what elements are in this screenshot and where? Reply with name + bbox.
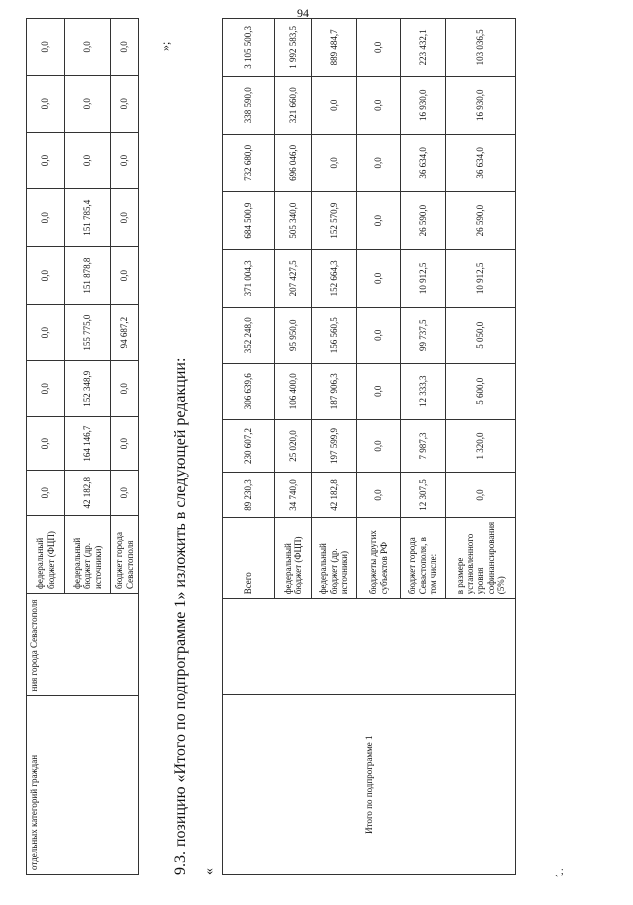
table-cell: 155 775,0 <box>65 305 111 361</box>
table-cell: 16 930,0 <box>401 76 446 134</box>
table-cell: 230 607,2 <box>223 419 275 472</box>
table-cell: 321 660,0 <box>275 76 312 134</box>
table-cell: 889 484,7 <box>312 19 357 77</box>
funding-source: бюджет города Севастополя <box>111 515 139 593</box>
table-cell: 0,0 <box>312 76 357 134</box>
table-cell: 0,0 <box>65 132 111 189</box>
category-label: отдельных категорий граждан <box>27 696 139 875</box>
table-cell: 152 348,9 <box>65 361 111 417</box>
table-cell: 0,0 <box>357 19 401 77</box>
table-row <box>27 19 65 875</box>
table-cell: 42 182,8 <box>65 470 111 515</box>
table-cell: 0,0 <box>65 19 111 76</box>
table-cell: 151 878,8 <box>65 247 111 305</box>
funding-source: федеральный бюджет (ФЦП) <box>27 515 65 593</box>
funding-source: федеральный бюджет (ФЦП) <box>275 517 312 598</box>
table-cell: 0,0 <box>111 417 139 471</box>
table-cell: 0,0 <box>357 363 401 419</box>
table-cell: 0,0 <box>27 132 65 189</box>
page-number: 94 <box>297 6 309 20</box>
table-cell: 103 036,5 <box>446 19 516 77</box>
table-cell: 152 664,3 <box>312 250 357 308</box>
table-cell: 0,0 <box>27 305 65 361</box>
table-cell: 197 599,9 <box>312 419 357 472</box>
table-cell: 106 400,0 <box>275 363 312 419</box>
table-cell: 0,0 <box>111 247 139 305</box>
table-cell: 34 740,0 <box>275 473 312 518</box>
rotated-page-content <box>26 18 606 875</box>
table-cell: 95 950,0 <box>275 307 312 363</box>
table-cell: 36 634,0 <box>401 134 446 192</box>
funding-source: бюджеты других субъектов РФ <box>357 517 401 598</box>
table-cell: 0,0 <box>357 134 401 192</box>
table-cell: 505 340,0 <box>275 192 312 250</box>
table-cell: 0,0 <box>27 361 65 417</box>
stray-mark: ˎ ; <box>555 866 564 877</box>
table-cell: 3 105 500,3 <box>223 19 275 77</box>
table-cell: 0,0 <box>357 250 401 308</box>
table-cell: 0,0 <box>27 189 65 247</box>
table-cell: 0,0 <box>27 19 65 76</box>
table-row <box>223 19 275 875</box>
table-cell: 0,0 <box>357 307 401 363</box>
table-cell: 0,0 <box>111 19 139 76</box>
table-cell: 26 590,0 <box>446 192 516 250</box>
table-cell: 0,0 <box>27 247 65 305</box>
table-cell: 732 680,0 <box>223 134 275 192</box>
table-cell: 352 248,0 <box>223 307 275 363</box>
table-cell: 0,0 <box>111 189 139 247</box>
funding-source: федеральный бюджет (др. источники) <box>312 517 357 598</box>
section-heading: 9.3. позицию «Итого по подпрограмме 1» изложить в следующей редакции: <box>172 357 189 875</box>
table-cell: 99 737,5 <box>401 307 446 363</box>
table-cell: 42 182,8 <box>312 473 357 518</box>
table-cell: 12 307,5 <box>401 473 446 518</box>
table-cell: 0,0 <box>27 417 65 471</box>
table-cell: 26 590,0 <box>401 192 446 250</box>
table-cell: 151 785,4 <box>65 189 111 247</box>
table-cell: 0,0 <box>65 75 111 132</box>
funding-source: федеральный бюджет (др. источники) <box>65 515 111 593</box>
table-cell: 306 639,6 <box>223 363 275 419</box>
table-cell: 0,0 <box>111 75 139 132</box>
funding-source: в размере установленного уровня софинансирования (5%) <box>446 517 516 598</box>
table-cell: 0,0 <box>357 419 401 472</box>
table-cell: 696 046,0 <box>275 134 312 192</box>
table-cell: 338 590,0 <box>223 76 275 134</box>
table-cell: 0,0 <box>446 473 516 518</box>
funding-source: бюджет города Севастополя, в том числе: <box>401 517 446 598</box>
table-cell: 156 560,5 <box>312 307 357 363</box>
table-cell: 0,0 <box>111 132 139 189</box>
table-cell: 0,0 <box>27 75 65 132</box>
table-cell: 0,0 <box>357 76 401 134</box>
table-cell: 223 432,1 <box>401 19 446 77</box>
responsible-cell <box>223 599 516 695</box>
table-cell: 0,0 <box>357 192 401 250</box>
table-cell: 0,0 <box>111 470 139 515</box>
table-cell: 5 600,0 <box>446 363 516 419</box>
opening-quote: « <box>202 868 217 875</box>
table-cell: 164 146,7 <box>65 417 111 471</box>
continuation-table <box>26 18 139 875</box>
table-cell: 0,0 <box>27 470 65 515</box>
table-cell: 89 230,3 <box>223 473 275 518</box>
table-cell: 684 500,9 <box>223 192 275 250</box>
table-cell: 0,0 <box>357 473 401 518</box>
table-cell: 94 687,2 <box>111 305 139 361</box>
table-cell: 1 992 583,5 <box>275 19 312 77</box>
closing-quote: »; <box>158 41 172 51</box>
table-cell: 7 987,3 <box>401 419 446 472</box>
table-cell: 187 906,3 <box>312 363 357 419</box>
table-cell: 0,0 <box>312 134 357 192</box>
table-cell: 1 320,0 <box>446 419 516 472</box>
subprogram-name: Итого по подпрограмме 1 <box>223 695 516 875</box>
subprogram-total-table <box>222 18 516 875</box>
table-cell: 0,0 <box>111 361 139 417</box>
funding-source: Всего <box>223 517 275 598</box>
table-cell: 207 427,5 <box>275 250 312 308</box>
responsible-label: ния города Севастополя <box>27 593 139 696</box>
table-cell: 5 050,0 <box>446 307 516 363</box>
table-cell: 10 912,5 <box>446 250 516 308</box>
table-cell: 10 912,5 <box>401 250 446 308</box>
table-cell: 25 020,0 <box>275 419 312 472</box>
table-cell: 152 570,9 <box>312 192 357 250</box>
table-cell: 12 333,3 <box>401 363 446 419</box>
table-cell: 371 004,3 <box>223 250 275 308</box>
table-cell: 16 930,0 <box>446 76 516 134</box>
table-cell: 36 634,0 <box>446 134 516 192</box>
